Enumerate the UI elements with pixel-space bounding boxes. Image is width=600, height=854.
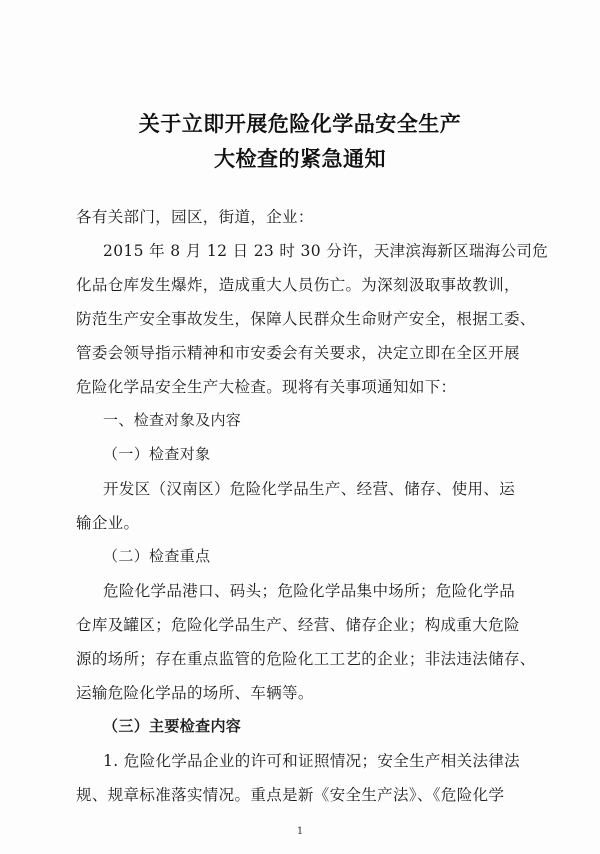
intro-line-5: 危险化学品安全生产大检查。现将有关事项通知如下： [76,378,457,396]
document-title-line-1: 关于立即开展危险化学品安全生产 [138,111,462,136]
subsection-1-line-1: 开发区（汉南区）危险化学品生产、经营、储存、使用、运 [103,480,516,498]
subsection-1-line-2: 输企业。 [76,514,140,532]
subsection-1-heading: （一）检查对象 [103,445,211,463]
subsection-3-line-2: 规、规章标准落实情况。重点是新《安全生产法》、《危险化学 [76,786,505,804]
page-number: 1 [296,826,304,837]
subsection-2-heading: （二）检查重点 [103,547,211,565]
subsection-2-line-2: 仓库及罐区；危险化学品生产、经营、储存企业；构成重大危险 [76,616,520,634]
subsection-2-line-4: 运输危险化学品的场所、车辆等。 [76,684,314,702]
salutation: 各有关部门，园区，街道，企业： [76,208,314,226]
subsection-2-line-3: 源的场所；存在重点监管的危险化工工艺的企业；非法违法储存、 [76,650,536,668]
intro-line-4: 管委会领导指示精神和市安委会有关要求，决定立即在全区开展 [76,344,520,362]
subsection-2-line-1: 危险化学品港口、码头；危险化学品集中场所；危险化学品 [103,582,516,600]
subsection-3-heading: （三）主要检查内容 [103,717,242,735]
intro-line-3: 防范生产安全事故发生，保障人民群众生命财产安全，根据工委、 [76,310,536,328]
intro-line-1: 2015 年 8 月 12 日 23 时 30 分许，天津滨海新区瑞海公司危 [103,242,549,260]
intro-line-2: 化品仓库发生爆炸，造成重大人员伤亡。为深刻汲取事故教训， [76,276,520,294]
section-1-heading: 一、检查对象及内容 [103,411,242,429]
document-title-line-2: 大检查的紧急通知 [214,146,386,171]
subsection-3-line-1: 1. 危险化学品企业的许可和证照情况；安全生产相关法律法 [103,752,521,770]
